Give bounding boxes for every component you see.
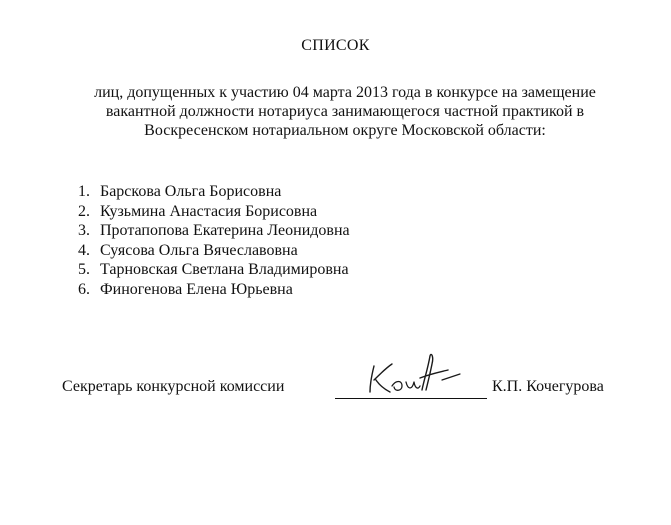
list-item-name: Тарновская Светлана Владимировна xyxy=(100,261,349,279)
list-item xyxy=(78,221,350,241)
list-item xyxy=(78,260,350,280)
intro-line: Воскресенском нотариальном округе Московской области: xyxy=(144,122,546,139)
list-item-name: Протапопова Екатерина Леонидовна xyxy=(100,222,350,240)
list-item-name: Суясова Ольга Вячеславовна xyxy=(100,241,298,259)
intro-paragraph xyxy=(40,83,650,140)
list-item-number: 3. xyxy=(78,222,90,240)
signature-line xyxy=(335,398,487,399)
list-item-number: 2. xyxy=(78,202,90,220)
list-item-name: Кузьмина Анастасия Борисовна xyxy=(100,202,318,220)
list-item-name: Барскова Ольга Борисовна xyxy=(100,183,282,200)
list-item xyxy=(78,182,350,202)
list-item-number: 4. xyxy=(78,241,90,259)
list-item-number: 1. xyxy=(78,183,90,200)
signature-position-label: Секретарь конкурсной комиссии xyxy=(62,378,285,395)
intro-line: вакантной должности нотариуса занимающегося частной практикой в xyxy=(105,103,585,120)
document-title: СПИСОК xyxy=(301,37,370,54)
list-item-name: Финогенова Елена Юрьевна xyxy=(100,280,293,298)
candidate-list xyxy=(78,182,350,300)
list-item xyxy=(78,280,350,300)
list-item xyxy=(78,241,350,261)
signer-name: К.П. Кочегурова xyxy=(492,378,604,395)
handwritten-signature xyxy=(350,350,470,400)
intro-line: лиц, допущенных к участию 04 марта 2013 года в конкурсе на замещение xyxy=(94,84,596,101)
list-item-number: 5. xyxy=(78,261,90,279)
list-item-number: 6. xyxy=(78,280,90,298)
list-item xyxy=(78,202,350,222)
